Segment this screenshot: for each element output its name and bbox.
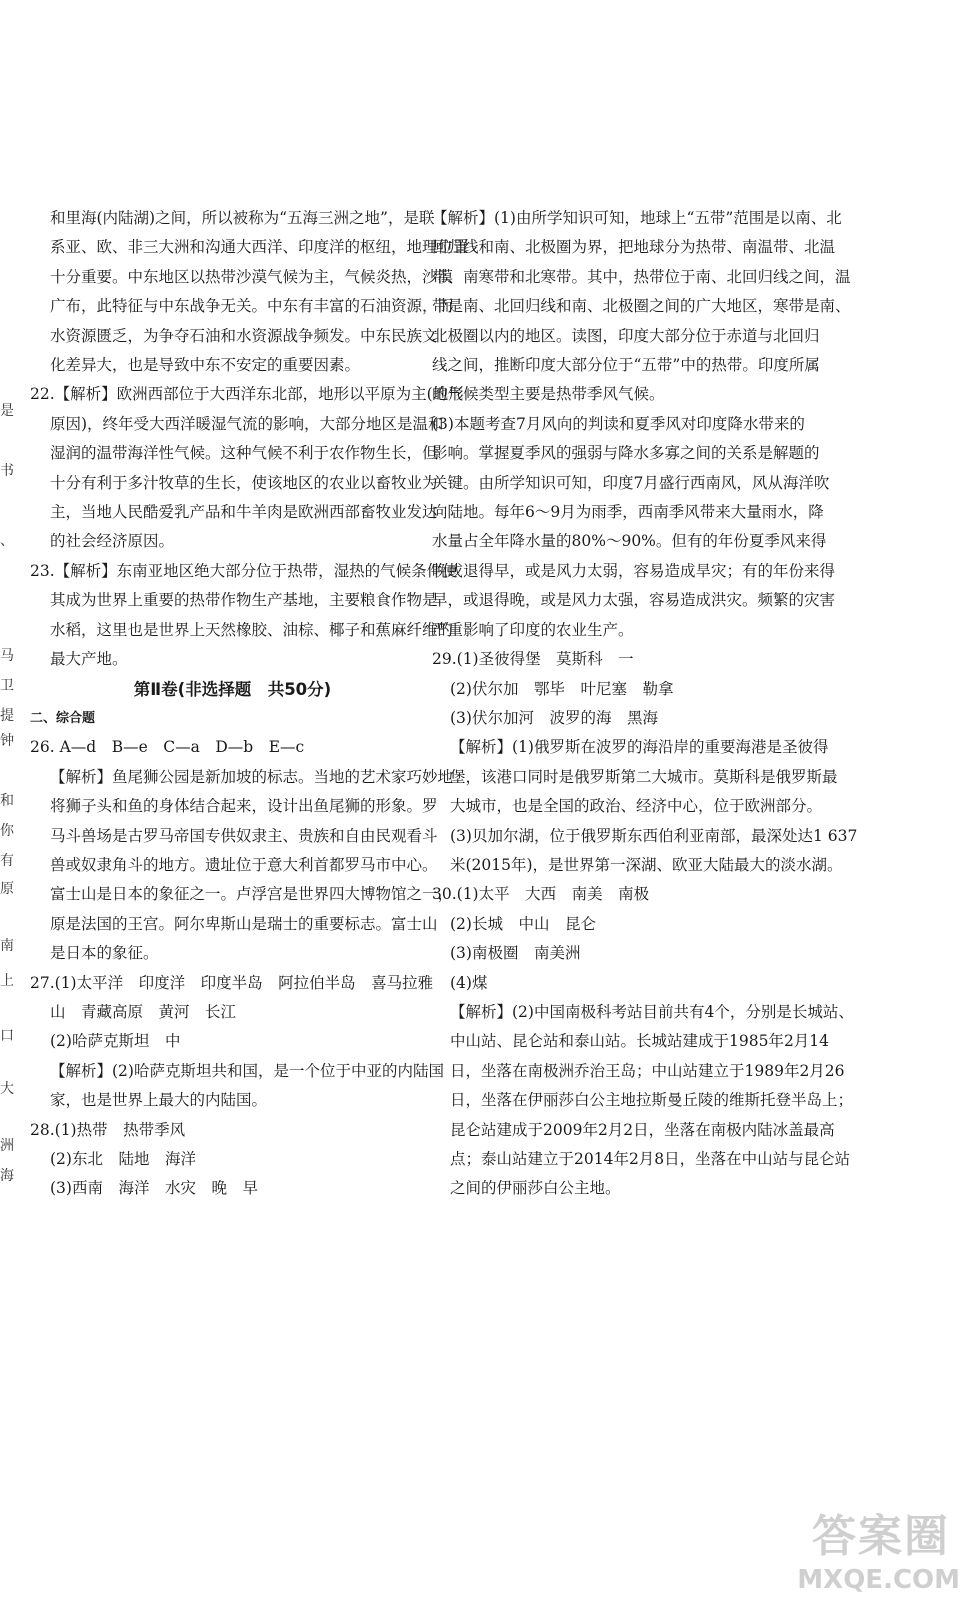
text-line: (3)西南 海洋 水灾 晚 早: [50, 1179, 258, 1198]
margin-char: 海: [0, 1168, 14, 1184]
text-line: 关键。由所学知识可知，印度7月盛行西南风，风从海洋吹: [432, 473, 830, 492]
text-line: 30.(1)太平 大西 南美 南极: [432, 885, 650, 904]
text-line: 【解析】(2)中国南极科考站目前共有4个，分别是长城站、: [450, 1002, 854, 1021]
text-line: 堡，该港口同时是俄罗斯第二大城市。莫斯科是俄罗斯最: [450, 767, 838, 786]
text-line: 富士山是日本的象征之一。卢浮宫是世界四大博物馆之一，: [50, 885, 454, 904]
margin-char: 南: [0, 938, 14, 954]
margin-char: 和: [0, 793, 14, 809]
text-line: (2)哈萨克斯坦 中: [50, 1032, 181, 1051]
margin-char: 口: [0, 1028, 14, 1044]
text-line: 线之间，推断印度大部分位于“五带”中的热带。印度所属: [432, 356, 820, 375]
text-line: 是日本的象征。: [50, 944, 159, 963]
margin-char: 是: [0, 403, 14, 419]
margin-char: 洲: [0, 1138, 14, 1154]
text-line: 和里海(内陆湖)之间，所以被称为“五海三洲之地”，是联: [50, 209, 435, 227]
text-line: 最大产地。: [50, 650, 128, 669]
margin-char: 马: [0, 648, 14, 664]
text-line: 大城市，也是全国的政治、经济中心，位于欧洲部分。: [450, 797, 823, 816]
text-line: 带、南寒带和北寒带。其中，热带位于南、北回归线之间，温: [432, 267, 851, 286]
text-line: 马斗兽场是古罗马帝国专供奴隶主、贵族和自由民观看斗: [50, 826, 438, 845]
text-line: (2)东北 陆地 海洋: [50, 1150, 196, 1168]
text-line: (2)伏尔加 鄂毕 叶尼塞 勒拿: [450, 679, 674, 698]
text-line: (3)南极圈 南美洲: [450, 944, 581, 963]
text-line: 【解析】(1)俄罗斯在波罗的海沿岸的重要海港是圣彼得: [450, 738, 829, 757]
text-line: 广布，此特征与中东战争无关。中东有丰富的石油资源，而: [50, 297, 454, 316]
text-line: 山 青藏高原 黄河 长江: [50, 1002, 237, 1021]
text-line: 26. A—d B—e C—a D—b E—c: [30, 738, 305, 757]
text-line: 28.(1)热带 热带季风: [30, 1120, 186, 1139]
text-line: 原因)，终年受大西洋暖湿气流的影响，大部分地区是温和: [50, 414, 444, 433]
text-line: 晚或退得早，或是风力太弱，容易造成旱灾；有的年份来得: [432, 561, 836, 580]
text-line: 23.【解析】东南亚地区绝大部分位于热带，湿热的气候条件使: [30, 561, 458, 580]
text-line: 十分有利于多汁牧草的生长，使该地区的农业以畜牧业为: [50, 473, 438, 492]
text-line: 中山站、昆仑站和泰山站。长城站建成于1985年2月14: [450, 1032, 830, 1051]
text-line: 水稻，这里也是世界上天然橡胶、油棕、椰子和蕉麻纤维的: [50, 620, 454, 639]
text-line: 影响。掌握夏季风的强弱与降水多寡之间的关系是解题的: [432, 444, 820, 463]
text-line: 严重影响了印度的农业生产。: [432, 620, 634, 639]
margin-char: 钟: [0, 733, 14, 749]
text-line: (2)长城 中山 昆仑: [450, 914, 596, 933]
watermark-url: MXQE.COM: [797, 1565, 960, 1595]
text-line: 22.【解析】欧洲西部位于大西洋东北部，地形以平原为主(地形: [30, 385, 464, 404]
text-line: 点；泰山站建立于2014年2月8日，坐落在中山站与昆仑站: [450, 1150, 851, 1168]
text-line: 向陆地。每年6～9月为雨季，西南季风带来大量雨水，降: [432, 503, 824, 522]
text-line: 的气候类型主要是热带季风气候。: [432, 385, 665, 404]
text-line: 二、综合题: [30, 710, 96, 726]
text-line: 的社会经济原因。: [50, 532, 175, 551]
text-line: 系亚、欧、非三大洲和沟通大西洋、印度洋的枢纽，地理位置: [50, 238, 469, 257]
watermark-logo: 答案圈: [812, 1511, 950, 1562]
margin-char: 上: [0, 973, 14, 989]
text-line: 湿润的温带海洋性气候。这种气候不利于农作物生长，但: [50, 444, 438, 463]
text-line: 【解析】鱼尾狮公园是新加坡的标志。当地的艺术家巧妙地: [50, 767, 454, 786]
text-line: 第Ⅱ卷(非选择题 共50分): [133, 679, 332, 699]
margin-char: 、: [0, 533, 14, 549]
text-line: 日，坐落在南极洲乔治王岛；中山站建立于1989年2月26: [450, 1061, 845, 1080]
text-line: 水量占全年降水量的80%～90%。但有的年份夏季风来得: [432, 532, 827, 551]
margin-char: 书: [0, 463, 14, 479]
watermark: [780, 1500, 970, 1595]
text-line: 27.(1)太平洋 印度洋 印度半岛 阿拉伯半岛 喜马拉雅: [30, 973, 434, 992]
margin-char: 大: [0, 1081, 14, 1097]
right-column: [432, 204, 858, 1204]
text-line: 其成为世界上重要的热带作物生产基地，主要粮食作物是: [50, 591, 438, 610]
margin-char: 原: [0, 881, 14, 897]
text-line: 化差异大，也是导致中东不安定的重要因素。: [50, 356, 361, 375]
text-line: (3)本题考查7月风向的判读和夏季风对印度降水带来的: [432, 414, 805, 433]
text-line: 回归线和南、北极圈为界，把地球分为热带、南温带、北温: [432, 238, 836, 257]
text-line: 主，当地人民酷爱乳产品和牛羊肉是欧洲西部畜牧业发达: [50, 503, 438, 522]
text-line: 29.(1)圣彼得堡 莫斯科 一: [432, 650, 634, 669]
text-line: 带是南、北回归线和南、北极圈之间的广大地区，寒带是南、: [432, 297, 851, 316]
text-line: 将狮子头和鱼的身体结合起来，设计出鱼尾狮的形象。罗: [50, 797, 438, 816]
text-line: 早，或退得晚，或是风力太强，容易造成洪灾。频繁的灾害: [432, 591, 836, 610]
text-line: 日，坐落在伊丽莎白公主地拉斯曼丘陵的维斯托登半岛上；: [450, 1091, 854, 1110]
text-line: 家，也是世界上最大的内陆国。: [50, 1091, 268, 1110]
text-line: 兽或奴隶角斗的地方。遗址位于意大利首都罗马市中心。: [50, 855, 438, 874]
text-line: 原是法国的王宫。阿尔卑斯山是瑞士的重要标志。富士山: [50, 914, 438, 933]
margin-char: 你: [0, 823, 14, 839]
text-line: 十分重要。中东地区以热带沙漠气候为主，气候炎热，沙漠: [50, 267, 454, 286]
text-line: 北极圈以内的地区。读图，印度大部分位于赤道与北回归: [432, 326, 820, 345]
text-line: 昆仑站建成于2009年2月2日，坐落在南极内陆冰盖最高: [450, 1120, 835, 1139]
margin-char: 提: [0, 708, 14, 724]
text-line: (3)贝加尔湖，位于俄罗斯东西伯利亚南部，最深处达1 637: [450, 826, 858, 845]
text-line: (3)伏尔加河 波罗的海 黑海: [450, 708, 658, 727]
text-line: 【解析】(1)由所学知识可知，地球上“五带”范围是以南、北: [432, 209, 842, 227]
text-line: 【解析】(2)哈萨克斯坦共和国，是一个位于中亚的内陆国: [50, 1061, 444, 1080]
text-line: 之间的伊丽莎白公主地。: [450, 1179, 621, 1198]
text-line: (4)煤: [450, 973, 488, 992]
margin-char: 卫: [0, 678, 14, 694]
text-line: 水资源匮乏，为争夺石油和水资源战争频发。中东民族文: [50, 326, 438, 345]
text-line: 米(2015年)，是世界第一深湖、欧亚大陆最大的淡水湖。: [450, 855, 843, 874]
margin-char: 有: [0, 853, 14, 869]
